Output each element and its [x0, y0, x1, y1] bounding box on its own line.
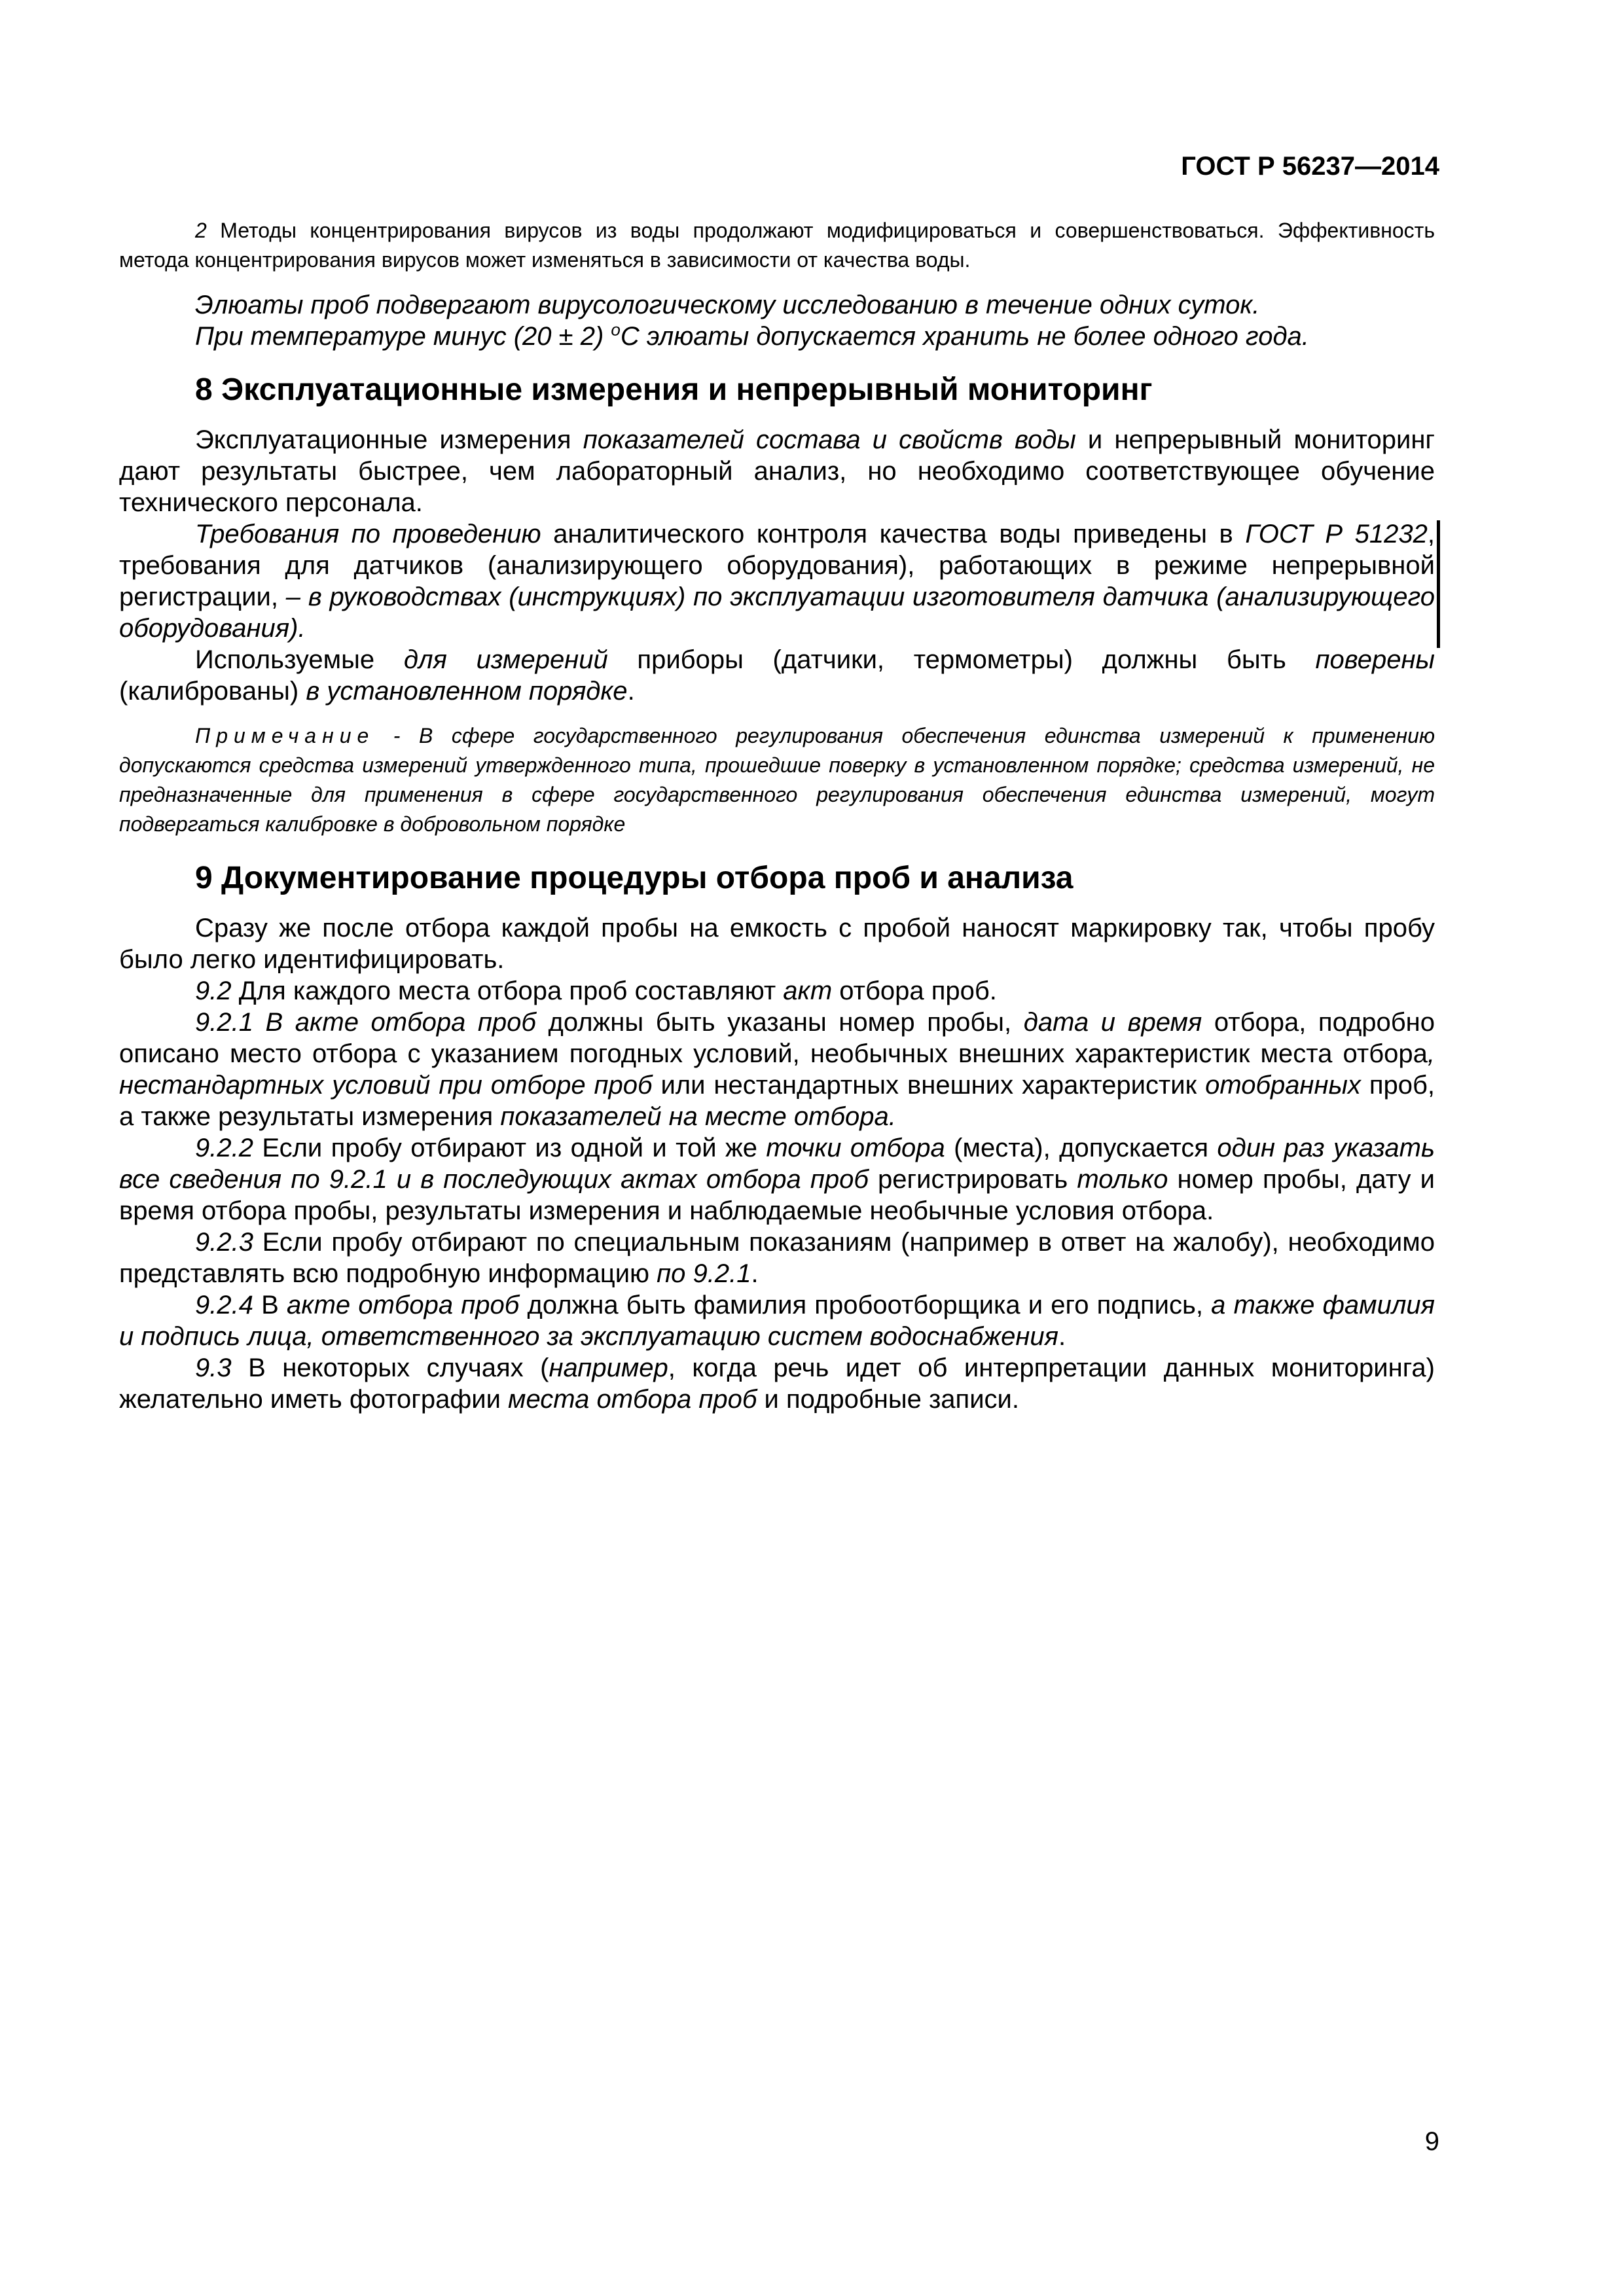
s924-b: В	[253, 1291, 287, 1319]
s8p1-c: и непрерывный мониторинг дают результаты быстрее, чем лабораторный анализ, но необходимо соответствующее обучение технического персонала.	[119, 425, 1435, 517]
document-number-header: ГОСТ Р 56237—2014	[1181, 152, 1439, 181]
s921-d: отбора, подробно описано место отбора с указанием погодных условий, необычных внешних характеристик места отбора	[119, 1008, 1435, 1068]
s923-d: .	[751, 1259, 759, 1288]
eluates-line-2-b: С элюаты допускается хранить не более одного года.	[620, 322, 1309, 351]
s93-b: В некоторых случаях (	[231, 1354, 549, 1382]
s922-d: (места), допускается	[945, 1134, 1218, 1162]
section-9-paragraph-1: Сразу же после отбора каждой пробы на емкость с пробой наносят маркировку так, чтобы пробу было легко идентифицировать.	[119, 914, 1435, 974]
section-8-title: 8 Эксплуатационные измерения и непрерывный мониторинг	[195, 372, 1153, 407]
eluates-line-2-a: При температуре минус (20 ± 2)	[195, 322, 611, 351]
s8p3-f: в установленном порядке	[306, 677, 628, 706]
note-2-text: Методы концентрирования вирусов из воды продолжают модифицироваться и совершенствоваться. Эффективность метода концентрирования вирусов может изменяться в зависимости от качества воды.	[119, 219, 1435, 272]
note-2	[119, 216, 1435, 275]
s921-a: 9.2.1 В акте отбора проб	[195, 1008, 536, 1037]
s922-f: регистрировать	[868, 1165, 1077, 1194]
section-9-2-4	[119, 1289, 1435, 1352]
s8p3-b: для измерений	[403, 645, 608, 674]
s93-a: 9.3	[195, 1354, 232, 1382]
eluates-block	[119, 289, 1435, 352]
page-number: 9	[1424, 2127, 1439, 2156]
section-8-paragraph-3	[119, 644, 1435, 707]
s924-e: а также фамилия и подпись лица, ответственного за эксплуатацию систем водоснабжения	[119, 1291, 1435, 1351]
s921-c: дата и время	[1023, 1008, 1202, 1037]
s93-e: места отбора проб	[508, 1385, 757, 1414]
s92-b: акт	[783, 977, 833, 1005]
s922-h: номер пробы, дату и время отбора пробы, результаты измерения и наблюдаемые необычные условия отбора.	[119, 1165, 1435, 1225]
s92-a: Для каждого места отбора проб составляют	[231, 977, 784, 1005]
s8p1-a: Эксплуатационные измерения	[195, 425, 583, 454]
section-9-2-1	[119, 1007, 1435, 1132]
section-9-2-3	[119, 1227, 1435, 1289]
section-8-note	[119, 721, 1435, 839]
s8p3-d: поверены	[1315, 645, 1435, 674]
s93-f: и подробные записи.	[757, 1385, 1019, 1414]
s922-g: только	[1077, 1165, 1168, 1194]
note-text: - В сфере государственного регулирования обеспечения единства измерений к применению допускаются средства измерений утвержденного типа, прошедшие поверку в установленном порядке; средства измерений, не предназначенные для применения в сфере государственного регулирования обеспечения единства измерений, могут подвергаться калибровке в добровольном порядке	[119, 724, 1435, 836]
section-8-paragraph-2	[119, 518, 1435, 644]
s93-c: например	[549, 1354, 668, 1382]
section-9-2	[119, 975, 1435, 1007]
s8p2-a: Требования по проведению	[195, 520, 541, 548]
s923-a: 9.2.3	[195, 1228, 253, 1257]
change-bar	[1437, 520, 1440, 648]
s924-d: должна быть фамилия пробоотборщика и его подпись,	[519, 1291, 1212, 1319]
section-9-3	[119, 1352, 1435, 1415]
s8p2-c: ГОСТ Р 51232	[1245, 520, 1428, 548]
page-content	[119, 216, 1435, 1415]
s923-b: Если пробу отбирают по специальным показаниям (например в ответ на жалобу), необходимо представлять всю подробную информацию	[119, 1228, 1435, 1288]
s8p2-b: аналитического контроля качества воды приведены в	[541, 520, 1246, 548]
degree-superscript: о	[611, 319, 621, 340]
s8p3-c: приборы (датчики, термометры) должны быть	[607, 645, 1316, 674]
s921-i: показателей на месте отбора.	[500, 1102, 896, 1131]
note-2-number: 2	[195, 219, 207, 242]
s8p2-e: – в руководствах (инструкциях) по эксплуатации изготовителя датчика (анализирующего оборудования).	[119, 583, 1435, 643]
note-label: Примечание	[195, 724, 375, 747]
s92-c: отбора проб.	[832, 977, 997, 1005]
s922-a: 9.2.2	[195, 1134, 253, 1162]
s921-e: , нестандартных условий при отборе проб	[119, 1039, 1435, 1100]
s8p3-e: (калиброваны)	[119, 677, 306, 706]
eluates-line-1: Элюаты проб подвергают вирусологическому исследованию в течение одних суток.	[195, 291, 1260, 319]
s922-c: точки отбора	[766, 1134, 945, 1162]
s921-f: или нестандартных внешних характеристик	[652, 1071, 1206, 1100]
eluates-line-2	[119, 321, 1435, 352]
s8p3-a: Используемые	[195, 645, 404, 674]
s93-d: , когда речь идет об интерпретации данных мониторинга) желательно иметь фотографии	[119, 1354, 1435, 1414]
s8p2-d: , требования для датчиков (анализирующего оборудования), работающих в режиме непрерывной регистрации,	[119, 520, 1435, 611]
s924-a: 9.2.4	[195, 1291, 253, 1319]
s922-e: один раз указать все сведения по 9.2.1 и в последующих актах отбора проб	[119, 1134, 1435, 1194]
section-9-title: 9 Документирование процедуры отбора проб и анализа	[195, 861, 1074, 895]
s924-f: .	[1058, 1322, 1066, 1351]
s921-b: должны быть указаны номер пробы,	[535, 1008, 1024, 1037]
s8p3-g: .	[627, 677, 635, 706]
s921-g: отобранных	[1205, 1071, 1361, 1100]
s92-num: 9.2	[195, 977, 232, 1005]
s921-h: проб, а также результаты измерения	[119, 1071, 1435, 1131]
s8p1-b: показателей состава и свойств воды	[583, 425, 1076, 454]
section-8-paragraph-1	[119, 424, 1435, 518]
s923-c: по 9.2.1	[657, 1259, 751, 1288]
s922-b: Если пробу отбирают из одной и той же	[253, 1134, 767, 1162]
s924-c: акте отбора проб	[287, 1291, 520, 1319]
section-9-2-2	[119, 1132, 1435, 1227]
